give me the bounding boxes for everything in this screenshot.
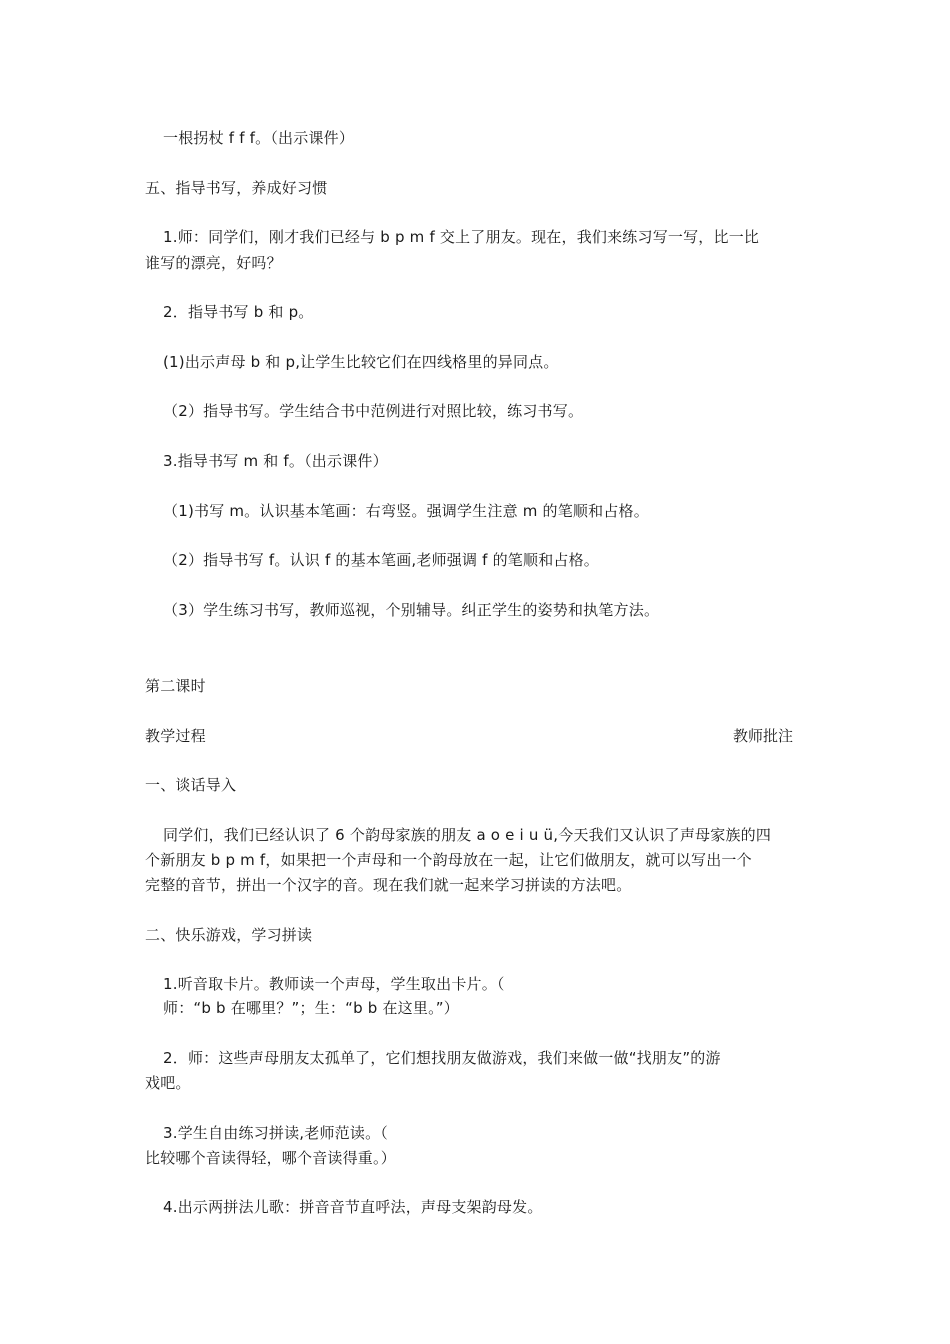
paragraph: 比较哪个音读得轻，哪个音读得重。）	[145, 1149, 396, 1167]
paragraph: 3.学生自由练习拼读,老师范读。（	[163, 1124, 388, 1142]
paragraph: 完整的音节，拼出一个汉字的音。现在我们就一起来学习拼读的方法吧。	[145, 876, 632, 894]
paragraph: （3）学生练习书写，教师巡视，个别辅导。纠正学生的姿势和执笔方法。	[163, 601, 660, 619]
paragraph: （2）指导书写。学生结合书中范例进行对照比较，练习书写。	[163, 402, 584, 420]
paragraph: 2．师：这些声母朋友太孤单了，它们想找朋友做游戏，我们来做一做“找朋友”的游	[163, 1049, 721, 1067]
paragraph: 师：“b b 在哪里？”；生：“b b 在这里。”）	[163, 999, 459, 1017]
teaching-process-label: 教学过程	[145, 727, 206, 745]
section-heading: 二、快乐游戏，学习拼读	[145, 926, 313, 944]
paragraph: 2．指导书写 b 和 p。	[163, 303, 314, 321]
paragraph: 3.指导书写 m 和 f。（出示课件）	[163, 452, 388, 470]
paragraph: （2）指导书写 f。认识 f 的基本笔画,老师强调 f 的笔顺和占格。	[163, 551, 599, 569]
paragraph: 1.师：同学们，刚才我们已经与 b p m f 交上了朋友。现在，我们来练习写一写，比一比	[163, 228, 760, 246]
paragraph: 1.听音取卡片。教师读一个声母，学生取出卡片。（	[163, 975, 505, 993]
paragraph: 同学们，我们已经认识了 6 个韵母家族的朋友 a o e i u ü,今天我们又认识了声母家族的四	[163, 826, 772, 844]
paragraph: (1)出示声母 b 和 p,让学生比较它们在四线格里的异同点。	[163, 353, 559, 371]
paragraph: 4.出示两拼法儿歌：拼音音节直呼法，声母支架韵母发。	[163, 1198, 543, 1216]
section-heading: 五、指导书写，养成好习惯	[145, 179, 328, 197]
paragraph: 戏吧。	[145, 1074, 191, 1092]
paragraph: 个新朋友 b p m f，如果把一个声母和一个韵母放在一起，让它们做朋友，就可以写出一个	[145, 851, 752, 869]
lesson-heading: 第二课时	[145, 677, 206, 695]
paragraph: （1)书写 m。认识基本笔画：右弯竖。强调学生注意 m 的笔顺和占格。	[163, 502, 649, 520]
paragraph: 一根拐杖 f f f。（出示课件）	[163, 129, 355, 147]
paragraph: 谁写的漂亮，好吗？	[145, 254, 282, 272]
teacher-notes-label: 教师批注	[733, 727, 794, 745]
section-heading: 一、谈话导入	[145, 776, 237, 794]
